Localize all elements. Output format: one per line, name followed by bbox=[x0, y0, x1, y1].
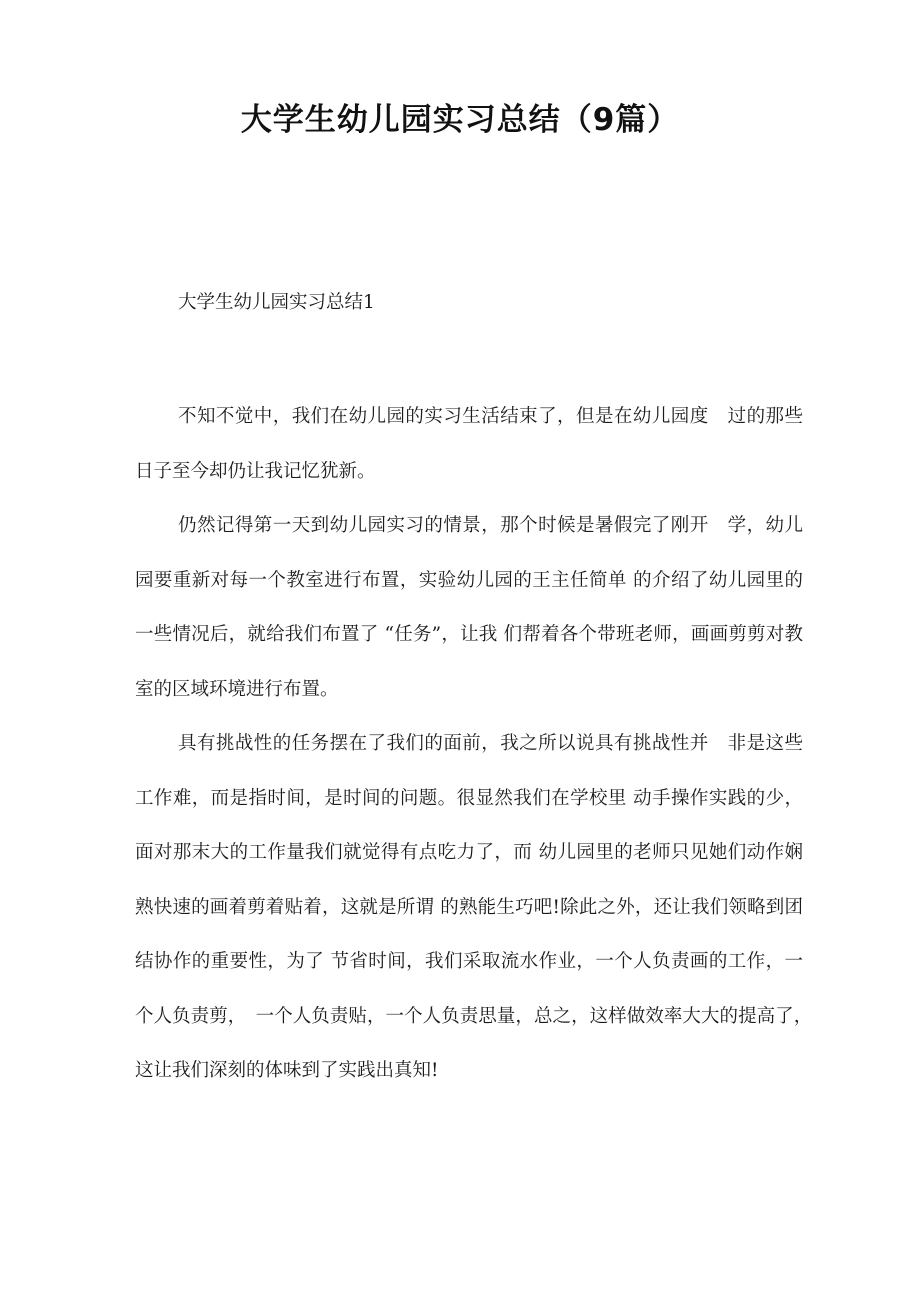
paragraph-3: 具有挑战性的任务摆在了我们的面前，我之所以说具有挑战性并 非是这些工作难，而是指时间，是时间的问题。很显然我们在学校里 动手操作实践的少，面对那末大的工作量我们就觉得有点吃力了，而 幼儿园里的老师只见她们动作娴熟快速的画着剪着贴着，这就是所谓 的熟能生巧吧!除此之外，还让我们领略到团结协作的重要性，为了 节省时间，我们采取流水作业，一个人负责画的工作，一个人负责剪， 一个人负责贴，一个人负责思量，总之，这样做效率大大的提高了， 这让我们深刻的体味到了实践出真知! bbox=[135, 733, 822, 1081]
paragraph-1: 不知不觉中，我们在幼儿园的实习生活结束了，但是在幼儿园度 过的那些日子至今却仍让我记忆犹新。 bbox=[135, 406, 803, 482]
document-title: 大学生幼儿园实习总结（9篇） bbox=[240, 102, 680, 138]
section-heading: 大学生幼儿园实习总结1 bbox=[178, 292, 375, 313]
paragraph-2: 仍然记得第一天到幼儿园实习的情景，那个时候是暑假完了刚开 学，幼儿园要重新对每一个教室进行布置，实验幼儿园的王主任简单 的介绍了幼儿园里的一些情况后，就给我们布置了 “任务”，让我 们帮着各个带班老师，画画剪剪对教室的区域环境进行布置。 bbox=[135, 515, 803, 700]
document-body bbox=[135, 390, 822, 1099]
